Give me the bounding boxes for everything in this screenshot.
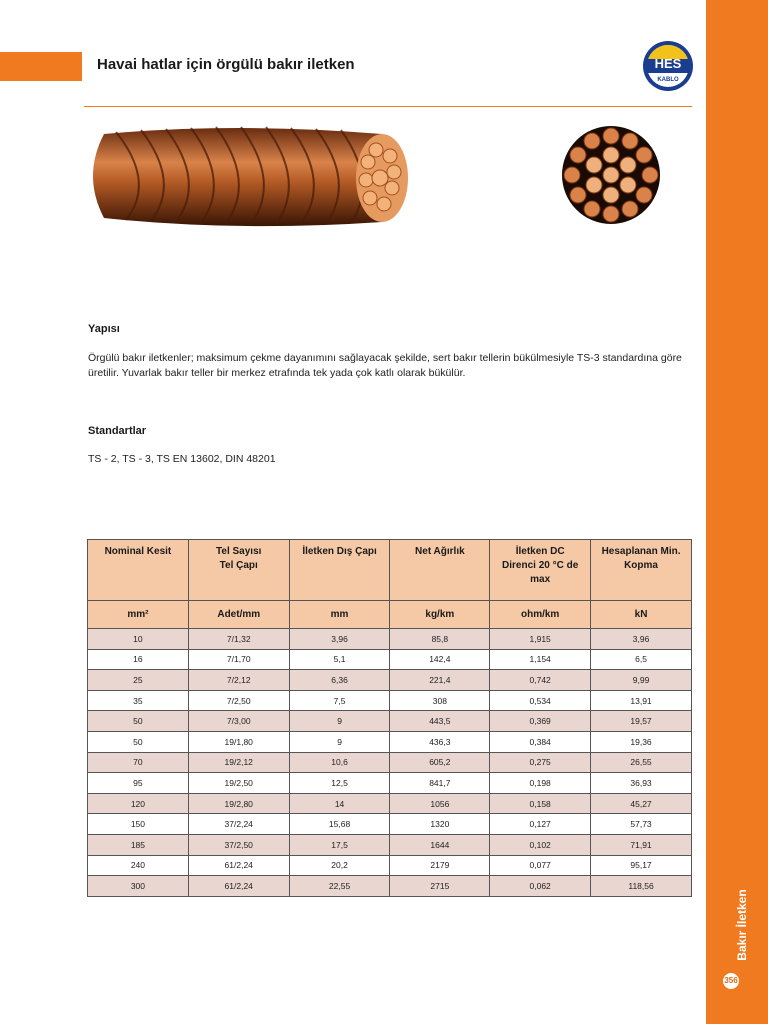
table-cell: 5,1 — [289, 649, 390, 670]
table-cell: 0,534 — [490, 690, 591, 711]
table-cell: 13,91 — [591, 690, 692, 711]
table-row — [88, 711, 692, 732]
table-cell: 0,275 — [490, 752, 591, 773]
structure-heading: Yapısı — [88, 323, 120, 335]
table-cell: 37/2,24 — [188, 814, 289, 835]
table-cell: 7/1,70 — [188, 649, 289, 670]
table-unit-row — [88, 601, 692, 629]
table-cell: 240 — [88, 855, 189, 876]
table-cell: 0,127 — [490, 814, 591, 835]
table-cell: 0,384 — [490, 731, 591, 752]
column-header: İletken Dış Çapı — [289, 540, 390, 601]
structure-text: Örgülü bakır iletkenler; maksimum çekme dayanımını sağlayacak şekilde, sert bakır tellerin bükülmesiyle TS-3 standardına göre üretilir. Yuvarlak bakır teller bir merkez etrafında tek yada çok katlı olarak bükülür. — [88, 352, 682, 379]
table-cell: 95 — [88, 773, 189, 794]
column-header: Net Ağırlık — [390, 540, 490, 601]
table-cell: 19/2,50 — [188, 773, 289, 794]
table-header-row — [88, 540, 692, 601]
table-cell: 7/2,12 — [188, 670, 289, 691]
table-cell: 0,158 — [490, 793, 591, 814]
table-cell: 10,6 — [289, 752, 390, 773]
table-cell: 7/1,32 — [188, 629, 289, 650]
table-cell: 19,36 — [591, 731, 692, 752]
table-cell: 9 — [289, 731, 390, 752]
title-divider — [84, 106, 692, 107]
table-cell: 85,8 — [390, 629, 490, 650]
table-row — [88, 834, 692, 855]
standards-text: TS - 2, TS - 3, TS EN 13602, DIN 48201 — [88, 453, 276, 465]
table-row — [88, 876, 692, 897]
table-cell: 7/2,50 — [188, 690, 289, 711]
column-unit: kN — [591, 601, 692, 629]
table-cell: 2179 — [390, 855, 490, 876]
table-cell: 0,062 — [490, 876, 591, 897]
table-cell: 16 — [88, 649, 189, 670]
table-row — [88, 690, 692, 711]
logo-brand: HES — [654, 56, 682, 71]
table-cell: 10 — [88, 629, 189, 650]
table-cell: 6,5 — [591, 649, 692, 670]
table-cell: 841,7 — [390, 773, 490, 794]
table-cell: 6,36 — [289, 670, 390, 691]
table-cell: 95,17 — [591, 855, 692, 876]
table-cell: 71,91 — [591, 834, 692, 855]
table-cell: 19/1,80 — [188, 731, 289, 752]
table-cell: 150 — [88, 814, 189, 835]
table-row — [88, 629, 692, 650]
table-row — [88, 814, 692, 835]
table-cell: 300 — [88, 876, 189, 897]
table-row — [88, 670, 692, 691]
table-cell: 35 — [88, 690, 189, 711]
column-unit: Adet/mm — [188, 601, 289, 629]
table-cell: 0,742 — [490, 670, 591, 691]
table-cell: 7/3,00 — [188, 711, 289, 732]
table-cell: 61/2,24 — [188, 855, 289, 876]
left-accent-tab — [0, 52, 82, 81]
table-cell: 7,5 — [289, 690, 390, 711]
table-cell: 50 — [88, 731, 189, 752]
table-cell: 308 — [390, 690, 490, 711]
column-header: Nominal Kesit — [88, 540, 189, 601]
right-accent-band — [706, 0, 768, 1024]
column-unit: kg/km — [390, 601, 490, 629]
table-cell: 3,96 — [591, 629, 692, 650]
table-row — [88, 773, 692, 794]
table-cell: 1644 — [390, 834, 490, 855]
table-cell: 37/2,50 — [188, 834, 289, 855]
table-cell: 70 — [88, 752, 189, 773]
table-cell: 3,96 — [289, 629, 390, 650]
table-cell: 0,198 — [490, 773, 591, 794]
table-cell: 25 — [88, 670, 189, 691]
table-row — [88, 731, 692, 752]
table-cell: 0,369 — [490, 711, 591, 732]
column-header: İletken DC Direnci 20 °C de max — [490, 540, 591, 601]
table-cell: 1,154 — [490, 649, 591, 670]
table-cell: 36,93 — [591, 773, 692, 794]
table-row — [88, 649, 692, 670]
table-cell: 142,4 — [390, 649, 490, 670]
table-row — [88, 793, 692, 814]
table-row — [88, 855, 692, 876]
table-cell: 1320 — [390, 814, 490, 835]
page-title: Havai hatlar için örgülü bakır iletken — [97, 56, 355, 73]
stranded-cable-image — [86, 122, 416, 234]
table-cell: 19,57 — [591, 711, 692, 732]
table-cell: 436,3 — [390, 731, 490, 752]
side-section-label: Bakır İletken — [735, 889, 749, 961]
table-cell: 9 — [289, 711, 390, 732]
table-cell: 20,2 — [289, 855, 390, 876]
column-unit: mm² — [88, 601, 189, 629]
table-cell: 15,68 — [289, 814, 390, 835]
table-cell: 50 — [88, 711, 189, 732]
column-header: Hesaplanan Min. Kopma — [591, 540, 692, 601]
cable-cross-section-image — [560, 124, 662, 226]
specifications-table — [87, 539, 692, 897]
table-cell: 26,55 — [591, 752, 692, 773]
table-row — [88, 752, 692, 773]
table-cell: 61/2,24 — [188, 876, 289, 897]
hes-kablo-logo — [642, 40, 694, 92]
table-cell: 120 — [88, 793, 189, 814]
table-cell: 17,5 — [289, 834, 390, 855]
table-cell: 19/2,12 — [188, 752, 289, 773]
table-cell: 1,915 — [490, 629, 591, 650]
table-cell: 1056 — [390, 793, 490, 814]
table-cell: 2715 — [390, 876, 490, 897]
table-cell: 118,56 — [591, 876, 692, 897]
table-cell: 45,27 — [591, 793, 692, 814]
table-cell: 0,077 — [490, 855, 591, 876]
table-cell: 57,73 — [591, 814, 692, 835]
column-header: Tel Sayısı Tel Çapı — [188, 540, 289, 601]
column-unit: mm — [289, 601, 390, 629]
column-unit: ohm/km — [490, 601, 591, 629]
table-cell: 12,5 — [289, 773, 390, 794]
table-cell: 605,2 — [390, 752, 490, 773]
table-cell: 19/2,80 — [188, 793, 289, 814]
table-cell: 443,5 — [390, 711, 490, 732]
table-cell: 0,102 — [490, 834, 591, 855]
page-number: 356 — [723, 973, 739, 989]
table-cell: 22,55 — [289, 876, 390, 897]
table-cell: 9,99 — [591, 670, 692, 691]
table-cell: 221,4 — [390, 670, 490, 691]
standards-heading: Standartlar — [88, 425, 147, 437]
table-body — [88, 629, 692, 897]
table-cell: 185 — [88, 834, 189, 855]
logo-subtitle: KABLO — [657, 77, 679, 83]
table-cell: 14 — [289, 793, 390, 814]
